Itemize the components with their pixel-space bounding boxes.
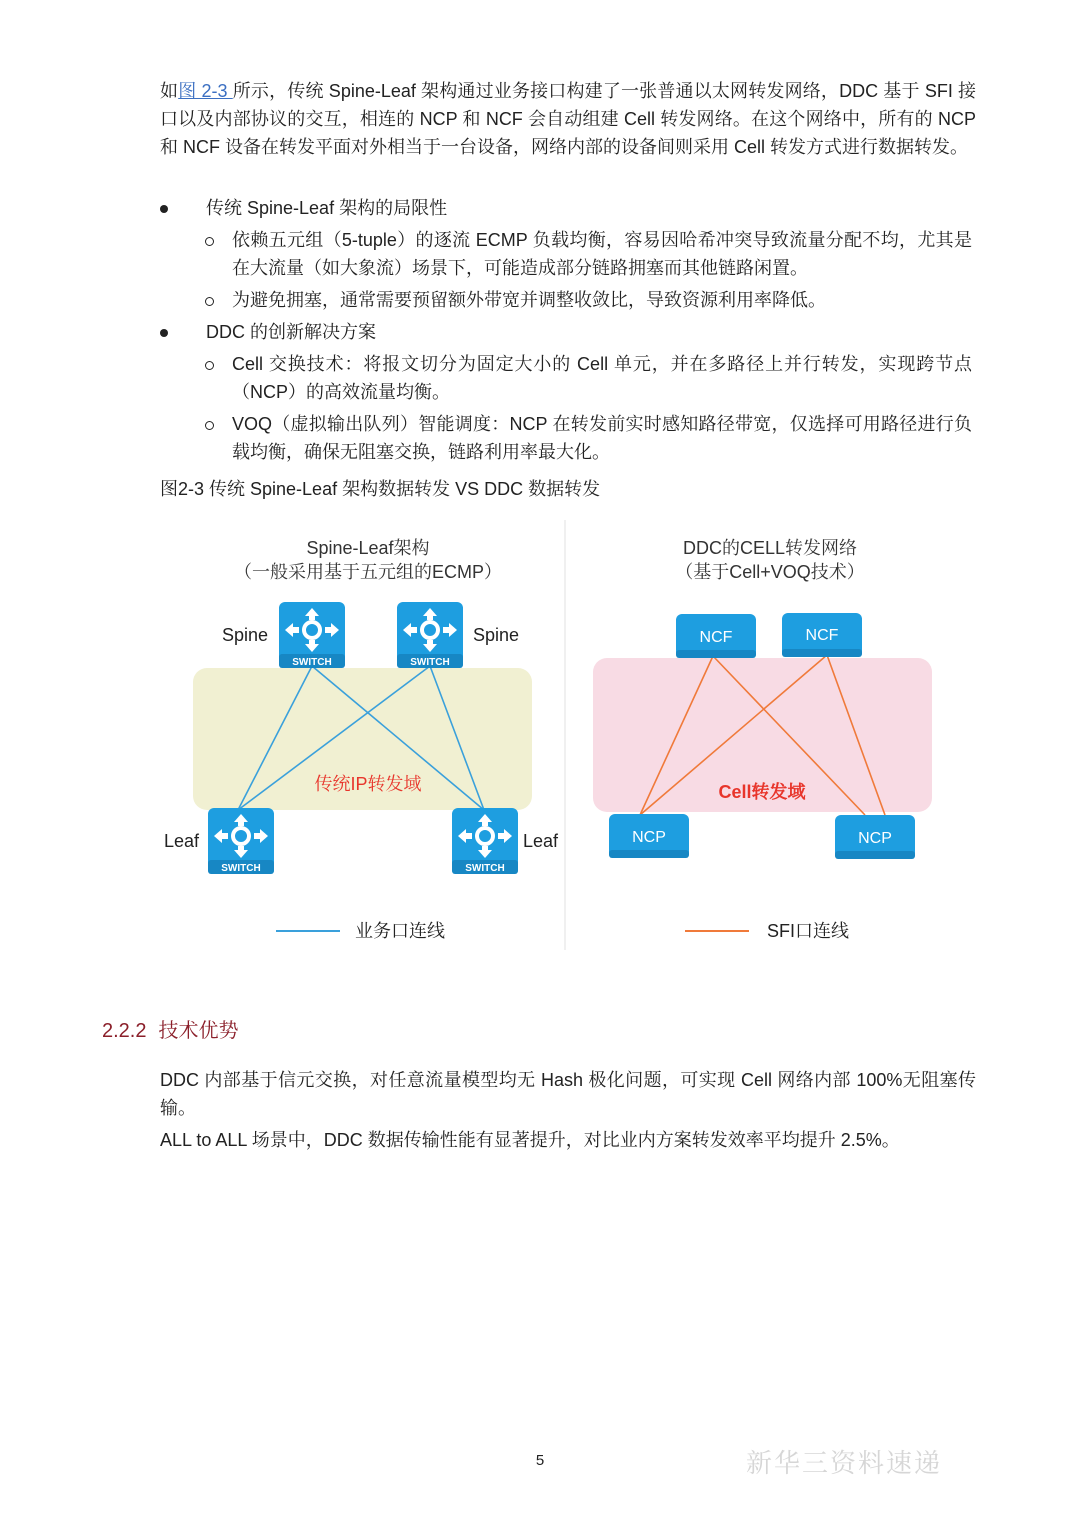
service-legend-label: 业务口连线 <box>355 921 445 941</box>
figure-reference-link[interactable]: 图 2-3 <box>178 81 233 101</box>
advantage-paragraph: ALL to ALL 场景中，DDC 数据传输性能有显著提升，对比业内方案转发效率平均提升 2.5%。 <box>160 1130 900 1150</box>
ncf-label: NCF <box>805 627 839 644</box>
intro-prefix: 如 <box>160 81 179 101</box>
leaf-label: Leaf <box>163 831 199 851</box>
bullet-solutions-label: DDC 的创新解决方案 <box>206 322 376 342</box>
switch-text: SWITCH <box>410 657 450 668</box>
right-title: DDC的CELL转发网络 <box>682 538 858 558</box>
sub-bullet-cell: Cell 交换技术：将报文切分为固定大小的 Cell 单元，并在多路径上并行转发，实现跨节点（NCP）的高效流量均衡。 <box>232 354 972 402</box>
right-subtitle: （基于Cell+VOQ技术） <box>675 562 865 582</box>
bullet-limitations-label: 传统 Spine-Leaf 架构的局限性 <box>206 198 448 218</box>
page-number: 5 <box>535 1452 545 1469</box>
ncp-label: NCP <box>632 829 666 846</box>
sub-bullet-ecmp: 依赖五元组（5-tuple）的逐流 ECMP 负载均衡，容易因哈希冲突导致流量分配不均，尤其是在大流量（如大象流）场景下，可能造成部分链路拥塞而其他链路闲置。 <box>232 230 972 278</box>
spine-label: Spine <box>473 625 520 645</box>
sub-bullet-bandwidth: 为避免拥塞，通常需要预留额外带宽并调整收敛比，导致资源利用率降低。 <box>232 290 826 310</box>
switch-text: SWITCH <box>465 863 505 874</box>
leaf-label: Leaf <box>523 831 559 851</box>
ip-domain-label: 传统IP转发域 <box>314 774 422 794</box>
intro-text: 所示，传统 Spine-Leaf 架构通过业务接口构建了一张普通以太网转发网络，DDC 基于 SFI 接口以及内部协议的交互，相连的 NCP 和 NCF 会自动组建 Cell 转发网络。在这个网络中，所有的 NCP 和 NCF 设备在转发平面对外相当于一台设备，网络内部的设备间则采用 Cell 转发方式进行数据转发。 <box>160 81 976 157</box>
section-number: 2.2.2 <box>102 1020 147 1042</box>
left-subtitle: （一般采用基于五元组的ECMP） <box>233 562 503 582</box>
switch-text: SWITCH <box>221 863 261 874</box>
sub-bullet-voq: VOQ（虚拟输出队列）智能调度：NCP 在转发前实时感知路径带宽，仅选择可用路径进行负载均衡，确保无阻塞交换，链路利用率最大化。 <box>232 414 972 462</box>
section-heading <box>102 1016 250 1046</box>
left-title: Spine-Leaf架构 <box>306 538 430 558</box>
ncf-label: NCF <box>699 629 733 646</box>
section-title: 技术优势 <box>158 1020 239 1042</box>
switch-text: SWITCH <box>292 657 332 668</box>
cell-domain-label: Cell转发域 <box>718 782 806 802</box>
figure-caption: 图2-3 传统 Spine-Leaf 架构数据转发 VS DDC 数据转发 <box>160 479 601 499</box>
watermark: 新华三资料速递 <box>746 1448 943 1478</box>
spine-label: Spine <box>221 625 268 645</box>
ncp-label: NCP <box>858 830 892 847</box>
advantage-paragraph: DDC 内部基于信元交换，对任意流量模型均无 Hash 极化问题，可实现 Cell 网络内部 100%无阻塞传输。 <box>160 1070 976 1118</box>
sfi-legend-label: SFI口连线 <box>767 921 850 941</box>
